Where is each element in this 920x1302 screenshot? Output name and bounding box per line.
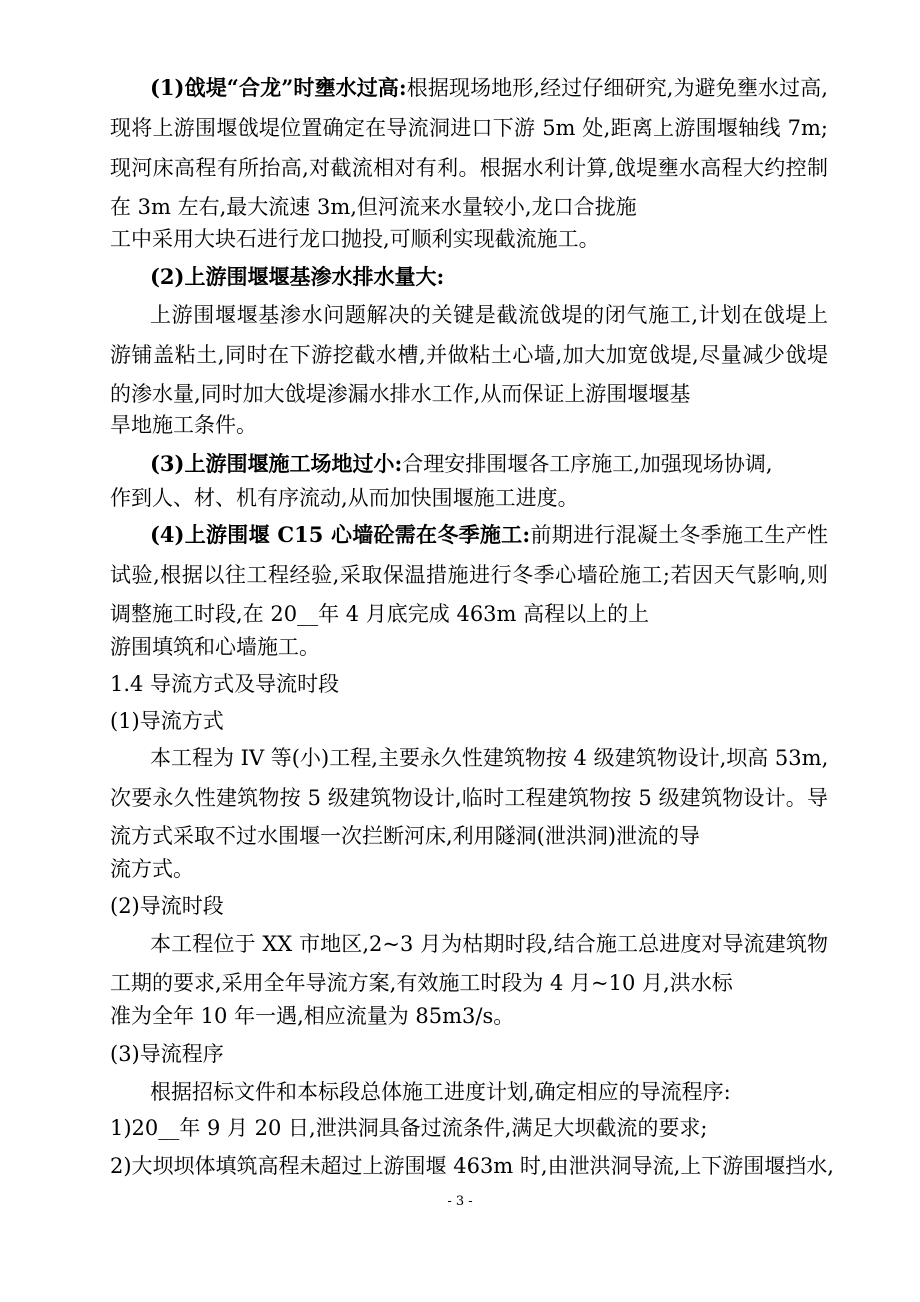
- subsection-2-line-1: 本工程位于 XX 市地区,2~3 月为枯期时段,结合施工总进度对导流建筑物: [150, 932, 828, 956]
- paragraph-2-line-3: 的渗水量,同时加大戗堤渗漏水排水工作,从而保证上游围堰堰基: [110, 382, 691, 406]
- paragraph-1-line-2: 现将上游围堰戗堤位置确定在导流洞进口下游 5m 处,距离上游围堰轴线 7m;: [110, 116, 828, 140]
- paragraph-3-line-1: [150, 450, 773, 478]
- subsection-1-line-2: 次要永久性建筑物按 5 级建筑物设计,临时工程建筑物按 5 级建筑物设计。导: [110, 786, 828, 810]
- paragraph-4-line-1: [150, 521, 828, 549]
- paragraph-1-text: 根据现场地形,经过仔细研究,为避免壅水过高,: [406, 76, 828, 100]
- paragraph-1-line-5: 工中采用大块石进行龙口抛投,可顺利实现截流施工。: [110, 227, 600, 251]
- section-heading: 1.4 导流方式及导流时段: [110, 672, 340, 696]
- paragraph-4-line-4: 游围填筑和心墙施工。: [110, 635, 320, 659]
- subsection-3-line-1: 根据招标文件和本标段总体施工进度计划,确定相应的导流程序:: [150, 1080, 731, 1104]
- paragraph-1-heading: (1)戗堤“合龙”时壅水过高:: [150, 75, 407, 100]
- subsection-3-title: (3)导流程序: [110, 1042, 224, 1066]
- subsection-3-line-3: 2)大坝坝体填筑高程未超过上游围堰 463m 时,由泄洪洞导流,上下游围堰挡水,: [110, 1154, 834, 1178]
- paragraph-1-line-3: 现河床高程有所抬高,对截流相对有利。根据水利计算,戗堤壅水高程大约控制: [110, 156, 828, 180]
- subsection-1-line-4: 流方式。: [110, 857, 194, 881]
- paragraph-4-text: 前期进行混凝土冬季施工生产性: [530, 523, 828, 547]
- subsection-2-line-3: 准为全年 10 年一遇,相应流量为 85m3/s。: [110, 1004, 515, 1028]
- subsection-2-line-2: 工期的要求,采用全年导流方案,有效施工时段为 4 月~10 月,洪水标: [110, 971, 733, 995]
- page-number: - 3 -: [447, 1194, 473, 1209]
- paragraph-4-line-2: 试验,根据以往工程经验,采取保温措施进行冬季心墙砼施工;若因天气影响,则: [110, 563, 828, 587]
- subsection-3-line-2: 1)20__年 9 月 20 日,泄洪洞具备过流条件,满足大坝截流的要求;: [110, 1116, 708, 1140]
- subsection-1-line-1: 本工程为 IV 等(小)工程,主要永久性建筑物按 4 级建筑物设计,坝高 53m,: [150, 746, 829, 770]
- paragraph-1-line-1: [150, 74, 828, 102]
- paragraph-3-text: 合理安排围堰各工序施工,加强现场协调,: [402, 452, 773, 476]
- subsection-1-title: (1)导流方式: [110, 709, 224, 733]
- paragraph-3-heading: (3)上游围堰施工场地过小:: [150, 451, 403, 476]
- paragraph-2-heading: (2)上游围堰堰基渗水排水量大:: [150, 264, 445, 289]
- paragraph-2-line-4: 旱地施工条件。: [110, 413, 257, 437]
- paragraph-2-line-1: 上游围堰堰基渗水问题解决的关键是截流戗堤的闭气施工,计划在戗堤上: [150, 303, 828, 327]
- paragraph-1-line-4: 在 3m 左右,最大流速 3m,但河流来水量较小,龙口合拢施: [110, 195, 637, 219]
- paragraph-3-line-2: 作到人、材、机有序流动,从而加快围堰施工进度。: [110, 486, 579, 510]
- subsection-1-line-3: 流方式采取不过水围堰一次拦断河床,利用隧洞(泄洪洞)泄流的导: [110, 824, 701, 848]
- subsection-2-title: (2)导流时段: [110, 894, 224, 918]
- paragraph-4-line-3: 调整施工时段,在 20__年 4 月底完成 463m 高程以上的上: [110, 602, 650, 626]
- paragraph-4-heading: (4)上游围堰 C15 心墙砼需在冬季施工:: [150, 522, 531, 547]
- paragraph-2-line-2: 游铺盖粘土,同时在下游挖截水槽,并做粘土心墙,加大加宽戗堤,尽量减少戗堤: [110, 343, 828, 367]
